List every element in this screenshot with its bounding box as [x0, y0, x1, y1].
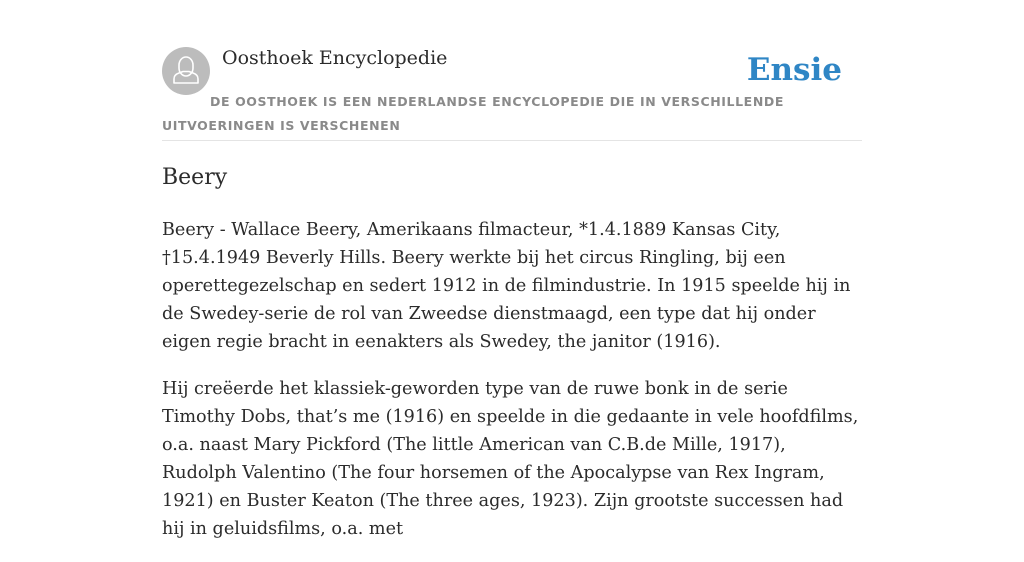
article-paragraph: Hij creëerde het klassiek-geworden type van de ruwe bonk in de serie Timothy Dobs, that’s me (1916) en speelde in die gedaante in vele hoofdfilms, o.a. naast Mary Pickford (The little American van C.B.de Mille, 1917), Rudolph Valentino (The four horsemen of the Apocalypse van Rex Ingram, 1921) en Buster Keaton (The three ages, 1923). Zijn grootste successen had hij in geluidsfilms, o.a. met [162, 379, 859, 539]
source-header [162, 46, 862, 141]
article-body [162, 216, 862, 562]
source-title[interactable]: Oosthoek Encyclopedie [222, 47, 448, 69]
user-avatar-icon[interactable] [162, 47, 210, 95]
source-description: DE OOSTHOEK IS EEN NEDERLANDSE ENCYCLOPEDIE DIE IN VERSCHILLENDE UITVOERINGEN IS VERSCHENEN [162, 94, 784, 133]
ensie-logo[interactable]: Ensie [746, 52, 842, 88]
article-paragraph: Beery - Wallace Beery, Amerikaans filmacteur, *1.4.1889 Kansas City, †15.4.1949 Beverly Hills. Beery werkte bij het circus Ringling, bij een operettegezelschap en sedert 1912 in de filmindustrie. In 1915 speelde hij in de Swedey-serie de rol van Zweedse dienstmaagd, een type dat hij onder eigen regie bracht in eenakters als Swedey, the janitor (1916). [162, 220, 851, 352]
article-title: Beery [162, 165, 228, 190]
